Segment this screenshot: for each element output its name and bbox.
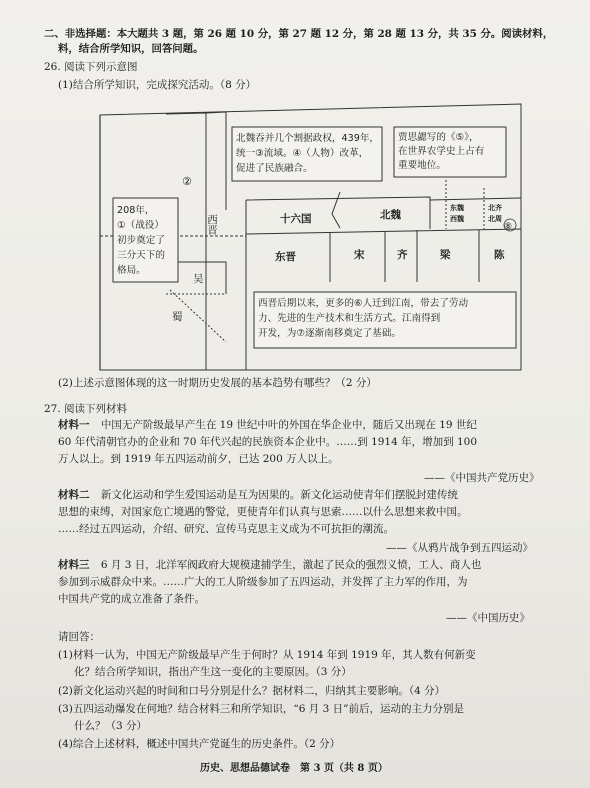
q27-question-4: (4)综合上述材料，概述中国共产党诞生的历史条件。（2 分） (58, 738, 341, 750)
material-1-label: 材料一 (58, 419, 90, 431)
diagram-box-top-right-line-2: 在世界农学史上占有 (398, 146, 485, 157)
diagram-box-top-left-line-1: 北魏吞并几个割据政权，439年， (236, 133, 380, 144)
q27-question-2: (2)新文化运动兴起的时间和口号分别是什么？据材料二，归纳其主要影响。（4 分） (58, 685, 446, 697)
material-1-line-2: 60 年代清朝官办的企业和 70 年代兴起的民族资本企业中。……到 1914 年，增加到 100 (58, 436, 478, 448)
diagram-box-left-line-4: 三分天下的 (117, 250, 165, 261)
material-2-line-3: ……经过五四运动，介绍、研究、宣传马克思主义成为不可抗拒的潮流。 (58, 523, 394, 535)
material-2-line-1: 新文化运动和学生爱国运动是互为因果的。新文化运动使青年们摆脱封建传统 (100, 489, 458, 501)
material-1-line-1: 中国无产阶级最早产生在 19 世纪中叶的外国在华企业中，随后又出现在 19 世纪 (100, 419, 477, 431)
diagram-box-left-line-5: 格局。 (117, 265, 146, 276)
material-3-line-3: 中国共产党的成立准备了条件。 (58, 593, 205, 605)
q27-question-3b: 什么？（3 分） (74, 720, 148, 732)
section-header-line-1: 二、非选择题：本大题共 3 题，第 26 题 10 分，第 27 题 12 分，第 28 题 13 分，共 35 分。阅读材料， (44, 28, 554, 40)
material-1-source: ——《中国共产党历史》 (424, 472, 540, 484)
page-footer: 历史、思想品德试卷 第 3 页（共 8 页） (200, 763, 388, 774)
material-1-line-3: 万人以上。到 1919 年五四运动前夕，已达 200 万人以上。 (58, 453, 339, 465)
diagram-beiwei: 北魏 (380, 209, 401, 221)
q26-part2: (2)上述示意图体现的这一时期历史发展的基本趋势有哪些？（2 分） (58, 377, 377, 389)
material-3-source: ——《中国历史》 (446, 612, 530, 624)
diagram-box-bottom-line-1: 西晋后期以来，更多的⑥人迁到江南，带去了劳动 (258, 298, 469, 309)
diagram-qi: 齐 (397, 249, 408, 261)
diagram-wu: 吴 (193, 273, 204, 285)
diagram-box-top-left-line-2: 统一③流域。④（人物）改革， (236, 148, 369, 159)
diagram-chen: 陈 (494, 249, 505, 261)
diagram-dongjin: 东晋 (275, 251, 296, 263)
diagram-shu: 蜀 (172, 311, 183, 323)
diagram-liang: 梁 (440, 249, 451, 261)
diagram-beizhou: 北周 (488, 215, 502, 223)
diagram-beiqi: 北齐 (488, 204, 502, 212)
diagram-dongwei: 东魏 (450, 204, 464, 212)
q27-ask: 请回答： (58, 631, 100, 643)
q26-part1: (1)结合所学知识，完成探究活动。（8 分） (58, 79, 257, 91)
material-2-label: 材料二 (58, 489, 90, 501)
diagram-box-left-line-1: 208年， (117, 205, 155, 216)
material-2-source: ——《从鸦片战争到五四运动》 (386, 542, 533, 554)
diagram-box-bottom-line-3: 开发，为⑦逐渐南移奠定了基础。 (258, 328, 401, 339)
diagram-box-bottom-line-2: 力、先进的生产技术和生活方式。江南得到 (258, 313, 441, 324)
q26-title: 26. 阅读下列示意图 (44, 61, 138, 73)
material-3-line-2: 参加到示威群众中来。……广大的工人阶级参加了五四运动，并发挥了主力军的作用，为 (58, 576, 468, 588)
diagram-xiwei: 西魏 (450, 215, 464, 223)
q27-question-3a: (3)五四运动爆发在何地？结合材料三和所学知识，“6 月 3 日”前后，运动的主力分别是 (58, 703, 464, 715)
q27-question-1b: 化？结合所学知识，指出产生这一变化的主要原因。（3 分） (74, 666, 352, 678)
material-3-label: 材料三 (58, 559, 90, 571)
material-2-line-2: 思想的束缚，对国家危亡境遇的警觉，更使青年们认真与思索……以什么思想来救中国。 (58, 506, 468, 518)
diagram-xijin: 西晋 (206, 214, 218, 235)
diagram-song: 宋 (354, 249, 365, 261)
material-3-line-1: 6 月 3 日，北洋军阀政府大规模逮捕学生，激起了民众的强烈义愤，工人、商人也 (100, 559, 482, 571)
diagram-box-left-line-3: 初步奠定了 (117, 235, 165, 246)
diagram-box-top-left-line-3: 促进了民族融合。 (236, 163, 313, 174)
diagram-box-top-right-line-1: 贾思勰写的《⑤》， (398, 132, 479, 143)
diagram-box-top-right-line-3: 重要地位。 (398, 160, 446, 171)
q27-title: 27. 阅读下列材料 (44, 403, 128, 415)
diagram-box-left-line-2: ①（战役） (117, 220, 164, 231)
section-header-line-2: 料，结合所学知识，回答问题。 (58, 43, 204, 55)
diagram-marker-8: ⑧ (504, 222, 513, 232)
diagram-marker-2: ② (182, 175, 192, 188)
q27-question-1a: (1)材料一认为，中国无产阶级最早产生于何时？从 1914 年到 1919 年，其人数有何新变 (58, 649, 476, 661)
diagram-shiliuguo: 十六国 (280, 213, 312, 225)
